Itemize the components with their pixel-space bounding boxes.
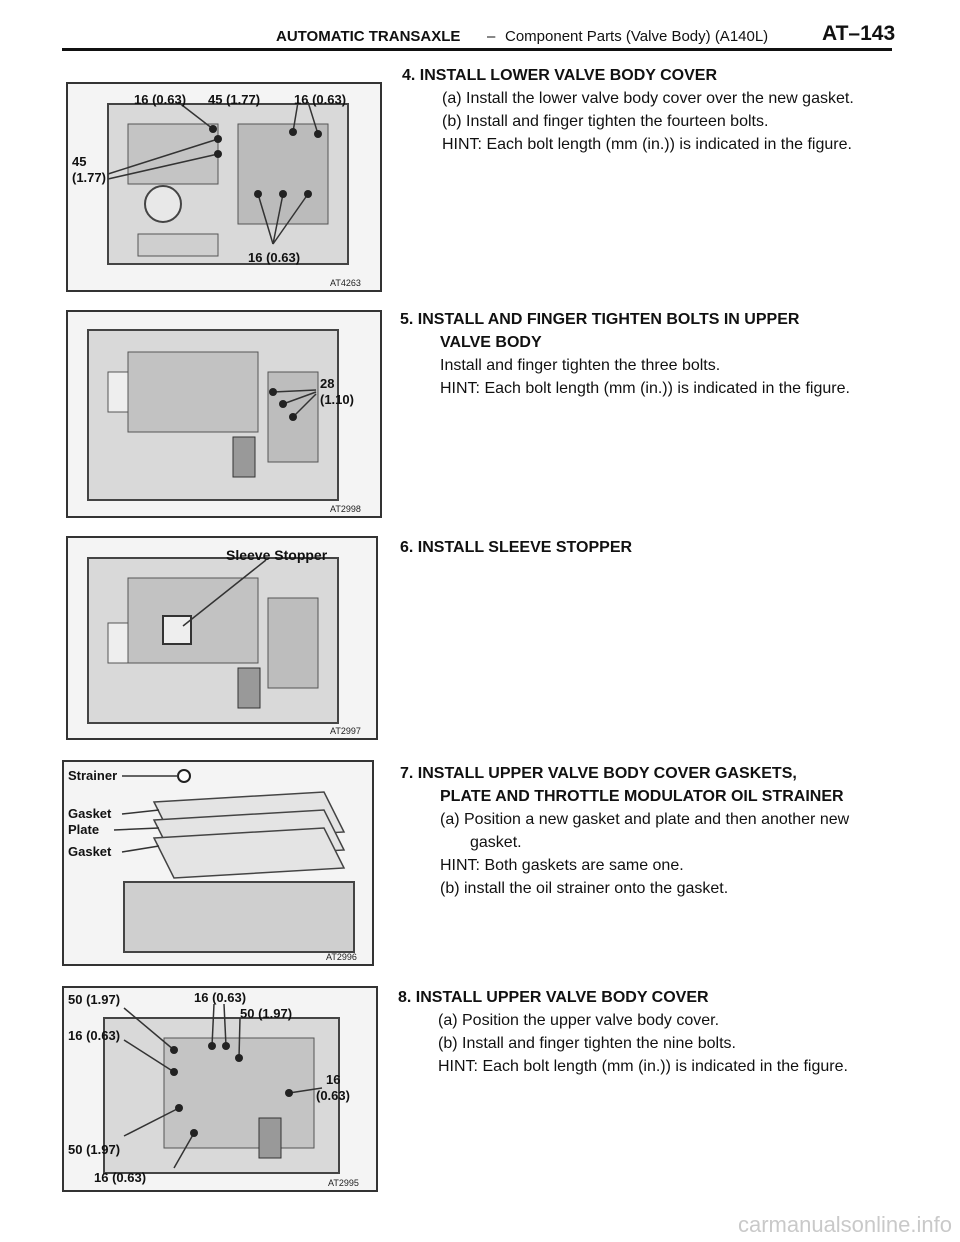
step-8-line-b: (b) Install and finger tighten the nine bolts. — [438, 1035, 736, 1052]
fig1-label-4: 45 — [72, 154, 87, 169]
step-6 — [400, 536, 632, 559]
step-7 — [400, 762, 849, 900]
fig5-label-3: 50 (1.97) — [240, 1006, 293, 1021]
header-subtitle: Component Parts (Valve Body) (A140L) — [505, 28, 769, 45]
fig5-code: AT2995 — [328, 1178, 359, 1188]
fig1-label-3: 16 (0.63) — [294, 92, 347, 107]
fig1-code: AT4263 — [330, 278, 361, 288]
valve-body-drawing — [64, 762, 372, 964]
valve-body-drawing — [64, 988, 376, 1190]
fig5-label-1: 50 (1.97) — [68, 992, 121, 1007]
figure-lower-valve-body-cover — [66, 82, 382, 292]
step-7-hint: HINT: Both gaskets are same one. — [440, 857, 684, 874]
fig3-code: AT2997 — [330, 726, 361, 736]
step-8-line-a: (a) Position the upper valve body cover. — [438, 1012, 720, 1029]
fig5-label-5: 16 — [326, 1072, 341, 1087]
header-rule — [62, 48, 892, 51]
header-dash: – — [487, 28, 496, 45]
fig4-label-gasket-2: Gasket — [68, 844, 112, 859]
valve-body-drawing — [68, 312, 380, 516]
valve-body-drawing — [68, 538, 376, 738]
figure-upper-valve-body-cover — [62, 986, 378, 1192]
step-5-title: 5. INSTALL AND FINGER TIGHTEN BOLTS IN UPPER — [400, 311, 800, 328]
step-5-line-1: Install and finger tighten the three bolts. — [440, 357, 721, 374]
step-8-title: 8. INSTALL UPPER VALVE BODY COVER — [398, 989, 709, 1006]
step-5 — [400, 308, 850, 400]
step-5-hint: HINT: Each bolt length (mm (in.)) is indicated in the figure. — [440, 380, 850, 397]
fig4-code: AT2996 — [326, 952, 357, 962]
fig5-label-4: 16 (0.63) — [68, 1028, 121, 1043]
step-7-line-b: (b) install the oil strainer onto the gasket. — [440, 880, 729, 897]
figure-upper-valve-body-bolts — [66, 310, 382, 518]
valve-body-drawing — [68, 84, 380, 290]
step-5-title-cont: VALVE BODY — [440, 334, 542, 351]
step-4-line-a: (a) Install the lower valve body cover over the new gasket. — [442, 90, 854, 107]
fig4-label-strainer: Strainer — [68, 768, 118, 783]
step-6-title: 6. INSTALL SLEEVE STOPPER — [400, 539, 633, 556]
step-7-title-cont: PLATE AND THROTTLE MODULATOR OIL STRAINER — [440, 788, 844, 805]
fig5-label-8: 16 (0.63) — [94, 1170, 147, 1185]
header-section-title: AUTOMATIC TRANSAXLE — [276, 28, 461, 45]
step-4-hint: HINT: Each bolt length (mm (in.)) is indicated in the figure. — [442, 136, 852, 153]
page-header — [0, 0, 960, 60]
step-8 — [398, 986, 848, 1078]
fig2-code: AT2998 — [330, 504, 361, 514]
fig1-label-6: 16 (0.63) — [248, 250, 301, 265]
fig3-label-sleeve-stopper: Sleeve Stopper — [226, 547, 328, 563]
figure-gaskets-plate-strainer — [62, 760, 374, 966]
step-4-title: 4. INSTALL LOWER VALVE BODY COVER — [402, 67, 717, 84]
fig2-label-1: 28 — [320, 376, 335, 391]
step-4-line-b: (b) Install and finger tighten the fourteen bolts. — [442, 113, 769, 130]
fig1-label-5: (1.77) — [72, 170, 106, 185]
fig2-label-2: (1.10) — [320, 392, 354, 407]
step-7-line-a: (a) Position a new gasket and plate and then another new — [440, 811, 850, 828]
fig5-label-7: 50 (1.97) — [68, 1142, 121, 1157]
fig1-label-1: 16 (0.63) — [134, 92, 187, 107]
watermark: carmanualsonline.info — [737, 1212, 952, 1237]
figure-sleeve-stopper — [66, 536, 378, 740]
fig4-label-plate: Plate — [68, 822, 100, 837]
fig4-label-gasket-1: Gasket — [68, 806, 112, 821]
step-7-line-a-cont: gasket. — [470, 834, 522, 851]
fig5-label-6: (0.63) — [316, 1088, 350, 1103]
step-7-title: 7. INSTALL UPPER VALVE BODY COVER GASKETS, — [400, 765, 797, 782]
step-8-hint: HINT: Each bolt length (mm (in.)) is indicated in the figure. — [438, 1058, 848, 1075]
page-number: AT–143 — [822, 22, 896, 45]
fig5-label-2: 16 (0.63) — [194, 990, 247, 1005]
fig1-label-2: 45 (1.77) — [208, 92, 261, 107]
step-4 — [402, 64, 854, 156]
